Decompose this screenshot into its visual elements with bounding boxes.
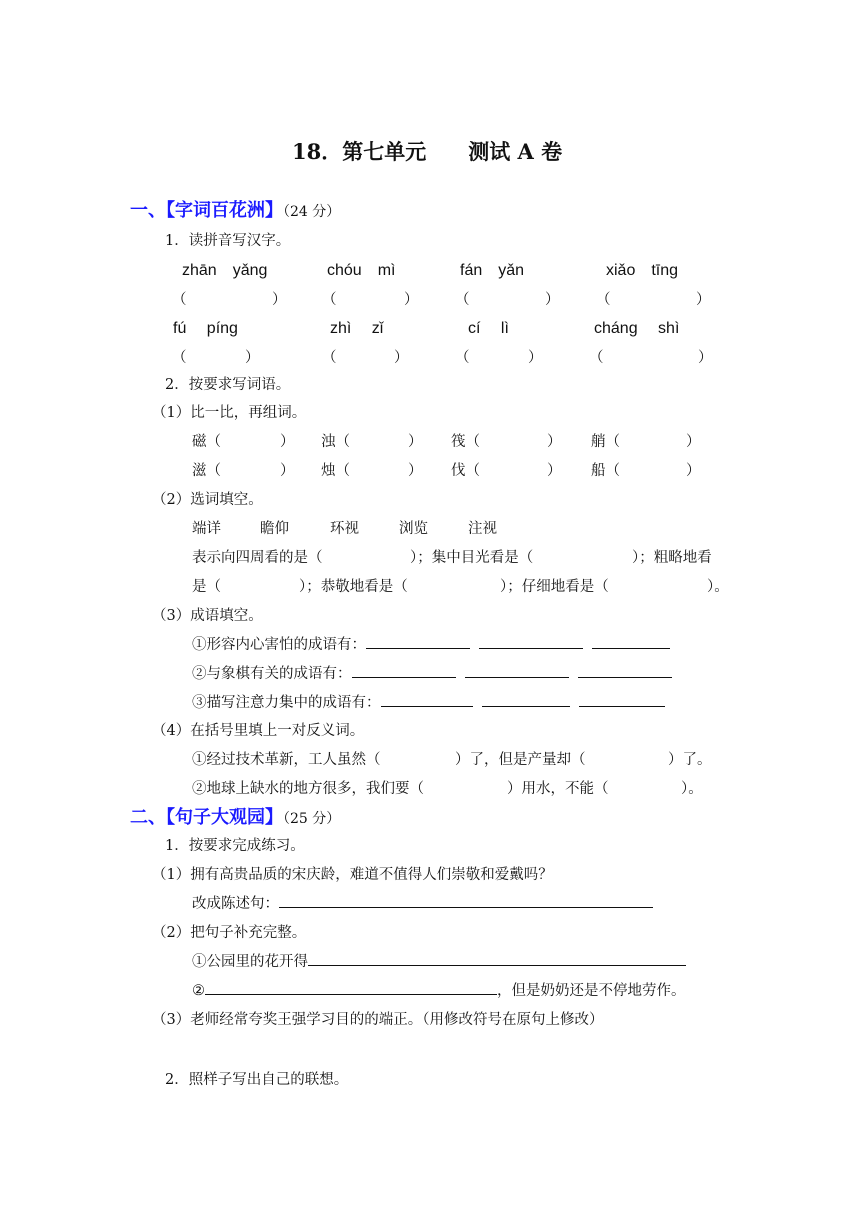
answer-paren-close: ）: [245, 350, 260, 366]
answer-line: [479, 634, 583, 649]
answer-line: [366, 634, 470, 649]
pinyin-1: zhān yǎng: [182, 262, 268, 279]
antonym-text: ）。: [681, 781, 703, 797]
answer-paren-open: （: [172, 292, 187, 308]
antonym-text: ）了，但是产量却（: [455, 752, 586, 768]
answer-paren-close: ）: [404, 292, 419, 308]
fill-text: ）；粗略地看: [632, 550, 712, 566]
s2-q1-part2-b: ② ，但是奶奶还是不停地劳作。: [192, 979, 686, 1000]
s2-q1-part2: （2）把句子补充完整。: [152, 925, 307, 941]
section-2-label: 二、【句子大观园】: [130, 807, 283, 828]
answer-line: [592, 634, 670, 649]
compare-close: ）: [686, 463, 701, 479]
page-title: 18．第七单元 测试 A 卷: [292, 139, 563, 164]
s2-q1-part2-a: ①公园里的花开得: [192, 950, 686, 971]
compare-char: 浊（: [321, 434, 350, 450]
pinyin-5: fú píng: [173, 320, 238, 337]
answer-paren-open: （: [589, 350, 604, 366]
pinyin-2: chóu mì: [327, 262, 396, 279]
s2-q1-instruction: 1．按要求完成练习。: [165, 838, 305, 854]
q2-part4-label: （4）在括号里填上一对反义词。: [152, 723, 365, 739]
word-option: 瞻仰: [260, 521, 289, 537]
answer-line: [482, 692, 570, 707]
compare-char: 烛（: [321, 463, 350, 479]
compare-char: 船（: [591, 463, 620, 479]
antonym-text: ）用水，不能（: [507, 781, 609, 797]
answer-paren-open: （: [596, 292, 611, 308]
section-2-heading: [130, 803, 340, 829]
compare-close: ）: [547, 463, 562, 479]
s2-q1-part1: （1）拥有高贵品质的宋庆龄，难道不值得人们崇敬和爱戴吗？: [152, 867, 553, 883]
q1-instruction: 1．读拼音写汉字。: [165, 233, 291, 249]
q2-instruction: 2．按要求写词语。: [165, 377, 291, 393]
answer-line: [465, 663, 569, 678]
answer-paren-open: （: [322, 292, 337, 308]
fill-text: 是（: [192, 579, 221, 595]
idiom-prompt: ②与象棋有关的成语有：: [192, 662, 672, 683]
fill-text: ）；集中目光看是（: [410, 550, 534, 566]
fill-text: ）。: [707, 579, 729, 595]
answer-paren-open: （: [455, 350, 470, 366]
answer-line: [352, 663, 456, 678]
antonym-text: ）了。: [668, 752, 712, 768]
compare-char: 筏（: [451, 434, 480, 450]
idiom-prompt: ①形容内心害怕的成语有：: [192, 633, 670, 654]
idiom-prompt: ③描写注意力集中的成语有：: [192, 691, 665, 712]
fill-text: ）；恭敬地看是（: [299, 579, 408, 595]
answer-paren-close: ）: [545, 292, 560, 308]
compare-close: ）: [686, 434, 701, 450]
word-option: 注视: [468, 521, 497, 537]
compare-close: ）: [547, 434, 562, 450]
compare-char: 滋（: [192, 463, 221, 479]
s2-q1-part1-sub: 改成陈述句：: [192, 892, 653, 913]
answer-paren-close: ）: [696, 292, 711, 308]
pinyin-8: cháng shì: [594, 320, 680, 337]
compare-close: ）: [408, 434, 423, 450]
word-option: 浏览: [399, 521, 428, 537]
section-2-points: （25 分）: [283, 811, 341, 827]
answer-paren-close: ）: [698, 350, 713, 366]
answer-paren-open: （: [322, 350, 337, 366]
answer-line: [279, 893, 653, 908]
pinyin-3: fán yǎn: [460, 262, 525, 279]
answer-paren-close: ）: [272, 292, 287, 308]
section-1-label: 一、【字词百花洲】: [130, 200, 283, 221]
s2-q1-part3: （3）老师经常夸奖王强学习目的的端正。（用修改符号在原句上修改）: [152, 1012, 604, 1028]
antonym-text: ②地球上缺水的地方很多，我们要（: [192, 781, 424, 797]
compare-close: ）: [280, 463, 295, 479]
pinyin-7: cí lì: [468, 320, 509, 337]
compare-close: ）: [408, 463, 423, 479]
q2-part2-label: （2）选词填空。: [152, 492, 263, 508]
word-option: 端详: [192, 521, 221, 537]
fill-text: ）；仔细地看是（: [500, 579, 609, 595]
answer-line: [579, 692, 665, 707]
q2-part3-label: （3）成语填空。: [152, 608, 263, 624]
answer-paren-open: （: [172, 350, 187, 366]
answer-paren-close: ）: [528, 350, 543, 366]
fill-text: 表示向四周看的是（: [192, 550, 323, 566]
answer-paren-open: （: [455, 292, 470, 308]
antonym-text: ①经过技术革新，工人虽然（: [192, 752, 381, 768]
section-1-heading: [130, 196, 340, 222]
answer-line: [308, 951, 686, 966]
answer-paren-close: ）: [394, 350, 409, 366]
pinyin-6: zhì zǐ: [330, 320, 384, 337]
answer-line: [578, 663, 672, 678]
compare-char: 艄（: [591, 434, 620, 450]
answer-line: [205, 980, 497, 995]
compare-char: 伐（: [451, 463, 480, 479]
pinyin-4: xiǎo tīng: [606, 262, 679, 279]
word-option: 环视: [330, 521, 359, 537]
compare-close: ）: [280, 434, 295, 450]
compare-char: 磁（: [192, 434, 221, 450]
section-1-points: （24 分）: [283, 204, 341, 220]
q2-part1-label: （1）比一比，再组词。: [152, 405, 307, 421]
answer-line: [381, 692, 473, 707]
s2-q2-instruction: 2．照样子写出自己的联想。: [165, 1072, 349, 1088]
